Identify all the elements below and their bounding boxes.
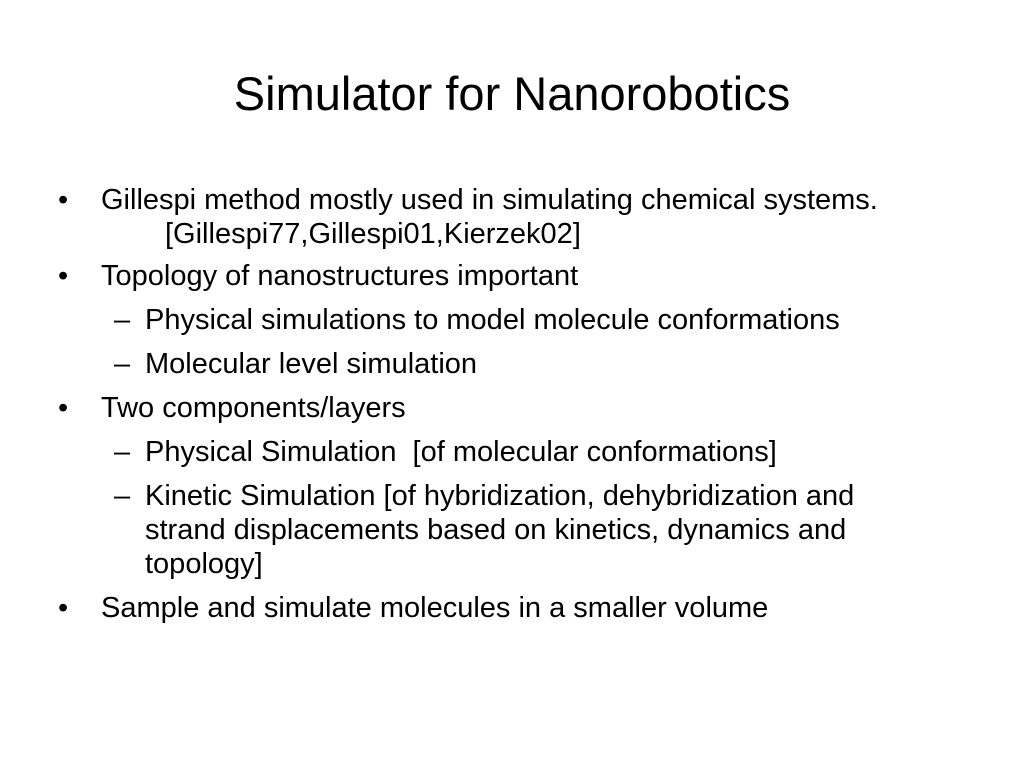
bullet-reference: [Gillespi77,Gillespi01,Kierzek02]	[165, 218, 581, 250]
slide-content	[0, 183, 1024, 625]
dash-glyph: –	[114, 436, 131, 468]
dash-glyph: –	[114, 348, 131, 380]
slide-title: Simulator for Nanorobotics	[233, 67, 791, 120]
bullet-glyph: •	[58, 184, 69, 216]
sub-bullet-item	[0, 435, 1024, 469]
sub-bullet-text: Physical simulations to model molecule conformations	[145, 304, 840, 336]
bullet-item	[0, 183, 1024, 251]
bullet-glyph: •	[58, 260, 69, 292]
sub-bullet-text: Molecular level simulation	[145, 348, 478, 380]
bullet-text: Sample and simulate molecules in a smaller volume	[101, 592, 769, 624]
bullet-item	[0, 391, 1024, 425]
dash-glyph: –	[114, 304, 131, 336]
bullet-item	[0, 591, 1024, 625]
sub-bullet-item	[0, 303, 1024, 337]
bullet-main-text: Gillespi method mostly used in simulating chemical systems.	[101, 184, 878, 216]
sub-bullet-text: Physical Simulation [of molecular conformations]	[145, 436, 777, 468]
bullet-text: Topology of nanostructures important	[101, 260, 579, 292]
bullet-text	[101, 183, 901, 251]
sub-bullet-item	[0, 479, 1024, 581]
bullet-text: Two components/layers	[101, 392, 406, 424]
dash-glyph: –	[114, 480, 131, 512]
bullet-item	[0, 259, 1024, 293]
sub-bullet-text: Kinetic Simulation [of hybridization, dehybridization and strand displacements based on kinetics, dynamics and topology]	[145, 480, 855, 580]
bullet-glyph: •	[58, 392, 69, 424]
sub-bullet-item	[0, 347, 1024, 381]
bullet-glyph: •	[58, 592, 69, 624]
